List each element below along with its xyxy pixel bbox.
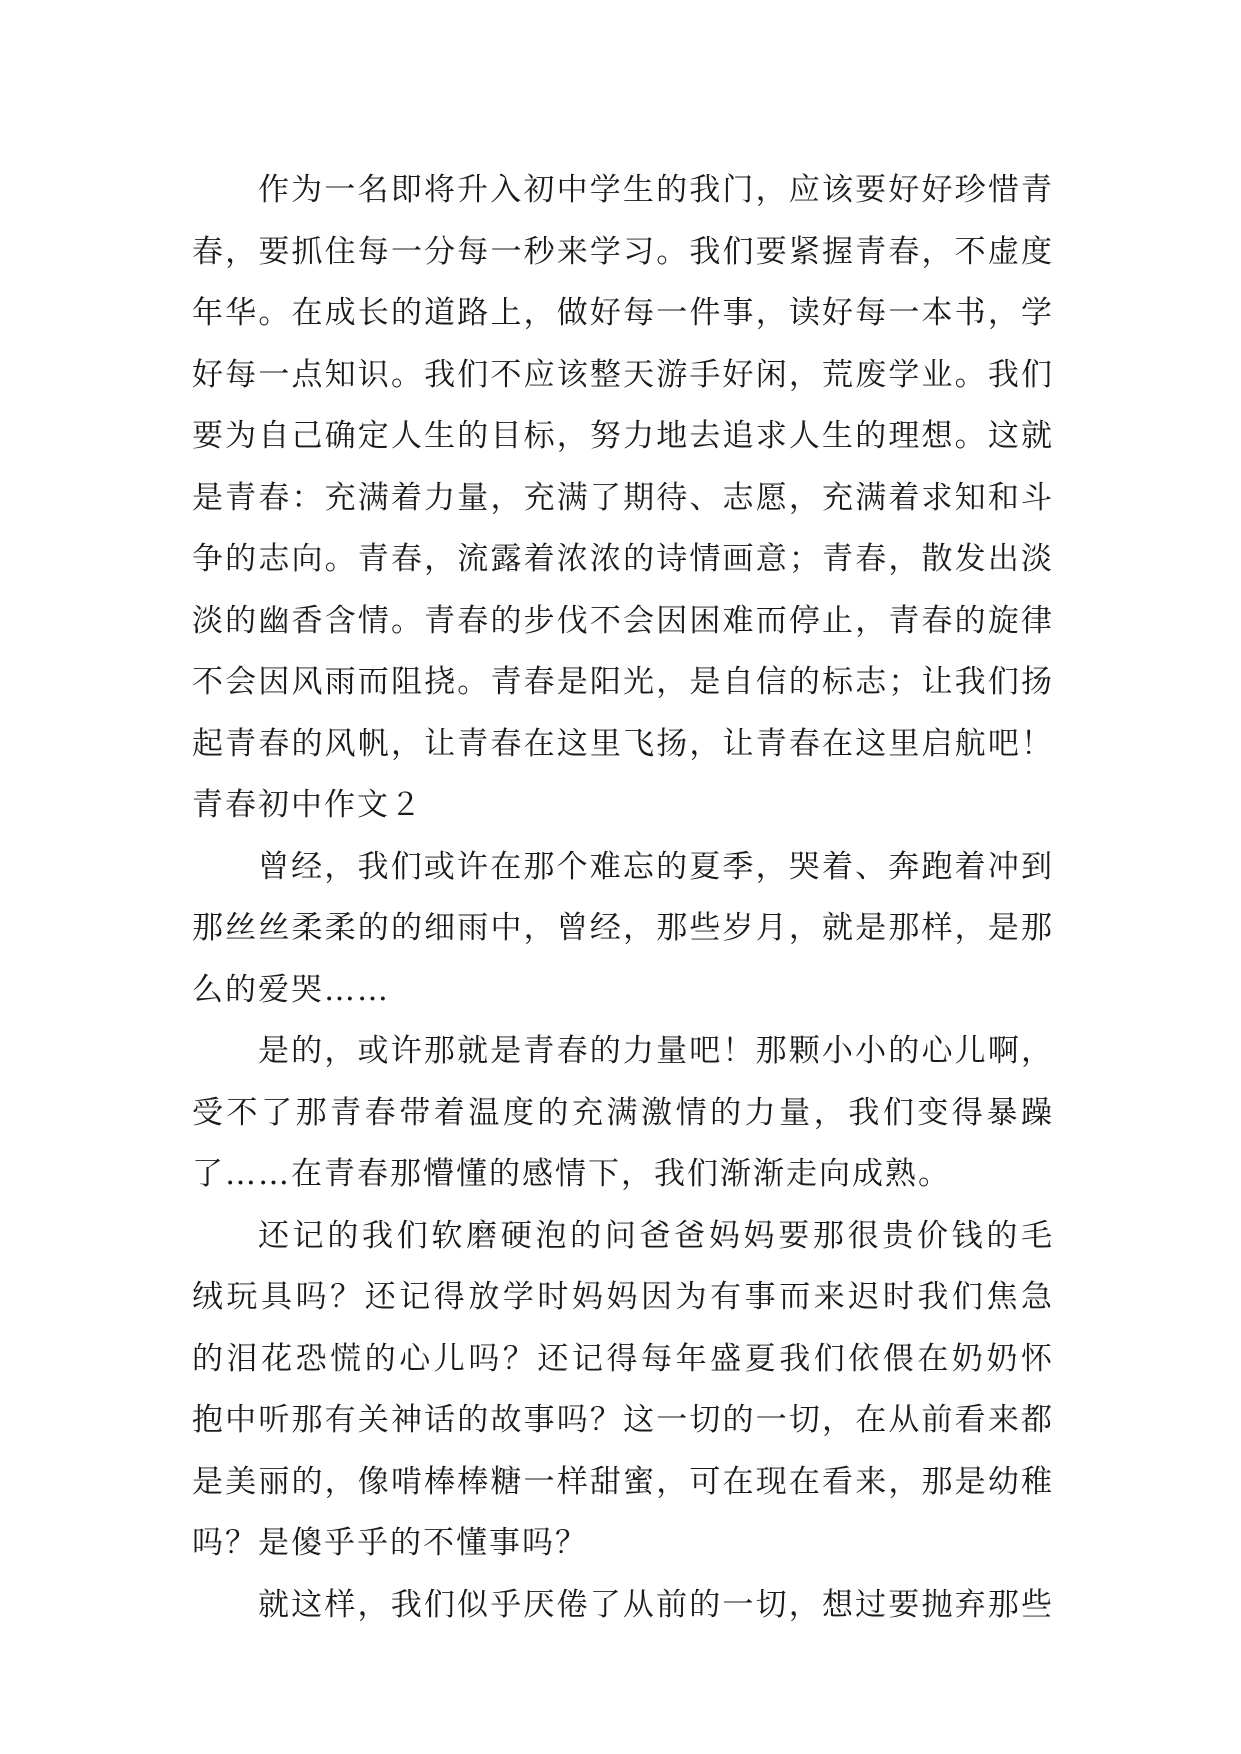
paragraph-line: 么的爱哭…… <box>192 971 390 1008</box>
paragraph-line: 作为一名即将升入初中学生的我门，应该要好好珍惜青 <box>258 172 1052 208</box>
paragraph-line: 春，要抓住每一分每一秒来学习。我们要紧握青春，不虚度 <box>192 233 1052 270</box>
paragraph-line: 好每一点知识。我们不应该整天游手好闲，荒废学业。我们 <box>192 356 1052 393</box>
paragraph-line: 的泪花恐慌的心儿吗？还记得每年盛夏我们依偎在奶奶怀 <box>192 1340 1052 1377</box>
paragraph <box>192 1021 1052 1206</box>
document-body <box>192 160 1052 1636</box>
paragraph-line: 受不了那青春带着温度的充满激情的力量，我们变得暴躁 <box>192 1094 1052 1131</box>
paragraph-line: 淡的幽香含情。青春的步伐不会因困难而停止，青春的旋律 <box>192 602 1052 639</box>
paragraph <box>192 160 1052 775</box>
paragraph-line: 了……在青春那懵懂的感情下，我们渐渐走向成熟。 <box>192 1156 951 1192</box>
paragraph-line: 要为自己确定人生的目标，努力地去追求人生的理想。这就 <box>192 418 1052 454</box>
paragraph-line: 吗？是傻乎乎的不懂事吗？ <box>192 1525 588 1561</box>
paragraph-line: 曾经，我们或许在那个难忘的夏季，哭着、奔跑着冲到 <box>258 848 1052 885</box>
paragraph-line: 是的，或许那就是青春的力量吧！那颗小小的心儿啊， <box>258 1033 1052 1069</box>
paragraph-line: 是青春：充满着力量，充满了期待、志愿，充满着求知和斗 <box>192 479 1052 516</box>
paragraph-line: 年华。在成长的道路上，做好每一件事，读好每一本书，学 <box>192 295 1052 331</box>
paragraph-line: 起青春的风帆，让青春在这里飞扬，让青春在这里启航吧！ <box>192 725 1052 762</box>
paragraph <box>192 1206 1052 1575</box>
paragraph-line: 争的志向。青春，流露着浓浓的诗情画意；青春，散发出淡 <box>192 541 1052 577</box>
paragraph-line: 绒玩具吗？还记得放学时妈妈因为有事而来迟时我们焦急 <box>192 1279 1052 1315</box>
paragraph-line: 不会因风雨而阻挠。青春是阳光，是自信的标志；让我们扬 <box>192 664 1052 700</box>
paragraph-line: 还记的我们软磨硬泡的问爸爸妈妈要那很贵价钱的毛 <box>258 1217 1052 1254</box>
paragraph-line: 就这样，我们似乎厌倦了从前的一切，想过要抛弃那些 <box>258 1586 1052 1623</box>
section-heading: 青春初中作文２ <box>192 787 423 823</box>
paragraph <box>192 837 1052 1022</box>
paragraph-line: 那丝丝柔柔的的细雨中，曾经，那些岁月，就是那样，是那 <box>192 910 1052 946</box>
paragraph-line: 抱中听那有关神话的故事吗？这一切的一切，在从前看来都 <box>192 1402 1052 1438</box>
paragraph-line: 是美丽的，像啃棒棒糖一样甜蜜，可在现在看来，那是幼稚 <box>192 1463 1052 1500</box>
paragraph <box>192 1575 1052 1637</box>
